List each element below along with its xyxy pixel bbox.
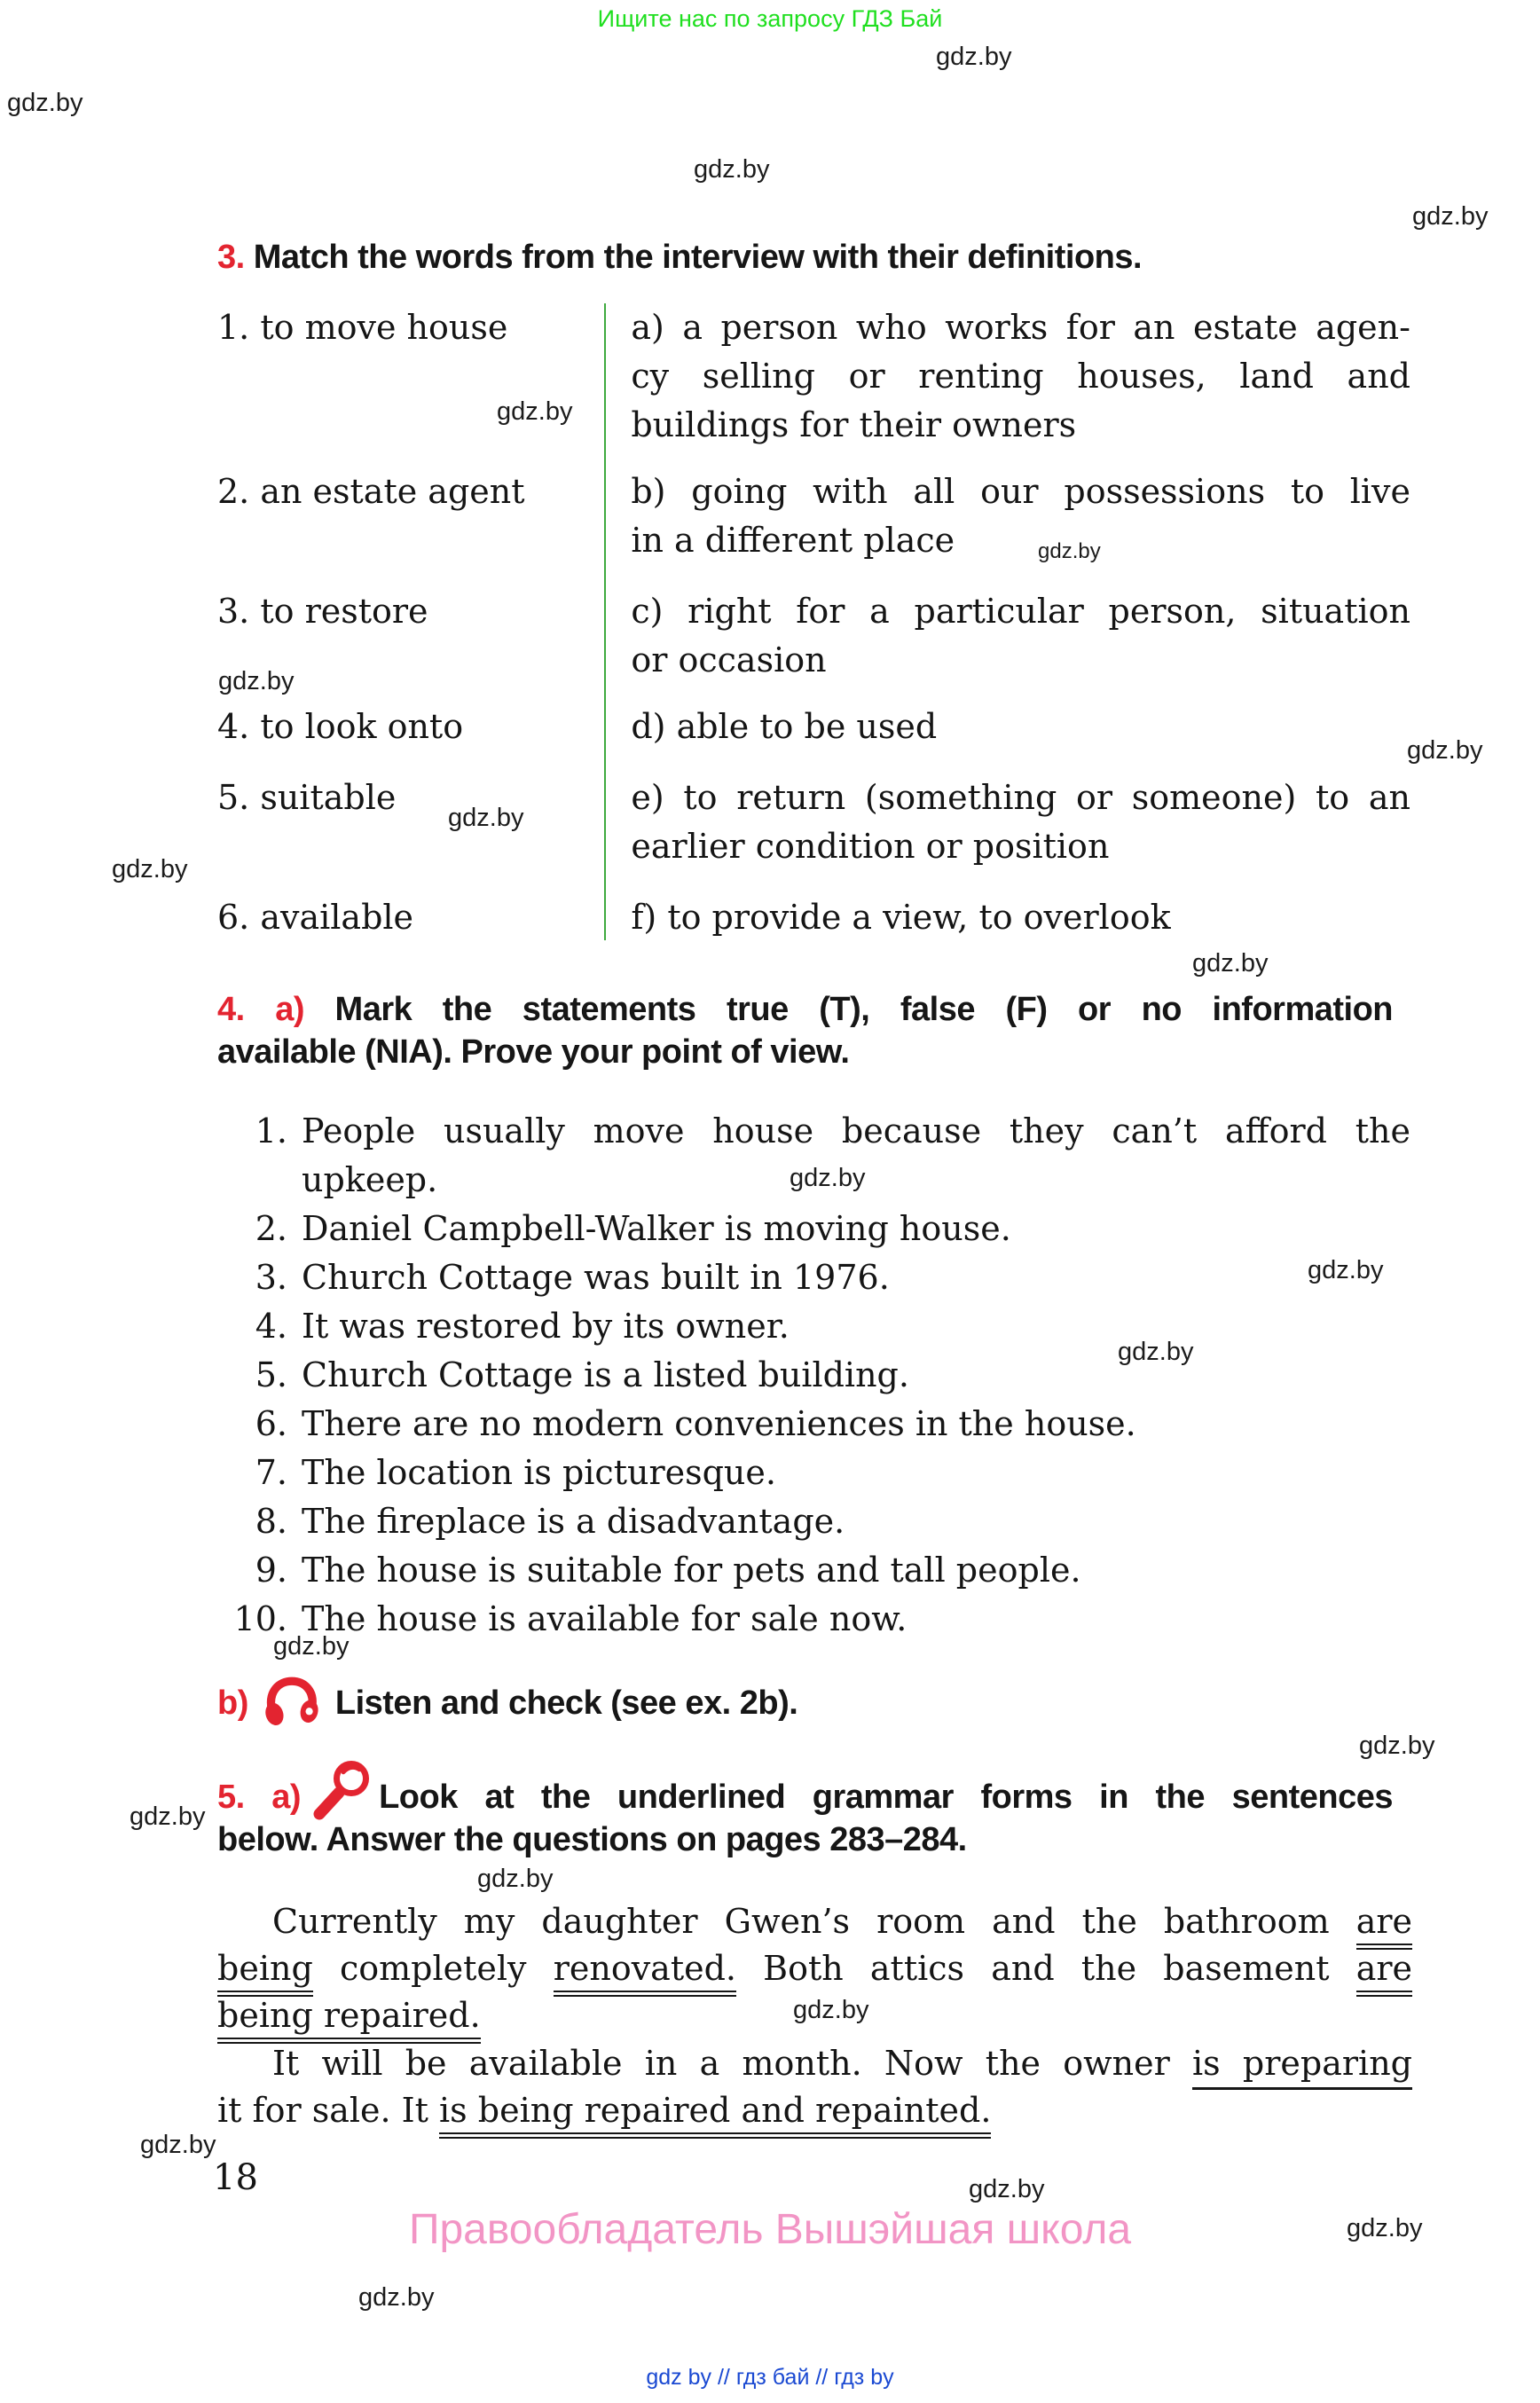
statement-text xyxy=(302,1595,1410,1644)
definition-line: earlier condition or position xyxy=(631,827,1110,866)
paragraph-line xyxy=(217,2087,1412,2134)
definition-line: cy selling or renting houses, land and xyxy=(631,357,1410,396)
gdz-watermark: gdz.by xyxy=(497,397,573,426)
statement-line: Daniel Campbell-Walker is moving house. xyxy=(302,1209,1011,1248)
match-table xyxy=(217,303,1410,942)
definition-line: e) to return (something or someone) to an xyxy=(631,778,1410,817)
gdz-watermark: gdz.by xyxy=(7,89,83,117)
match-definition xyxy=(631,893,1410,942)
gdz-watermark: gdz.by xyxy=(790,1164,866,1192)
gdz-watermark: gdz.by xyxy=(793,1996,869,2024)
text-segment: Currently my daughter Gwen’s room and the bathroom xyxy=(272,1902,1356,1941)
definition-line: d) able to be used xyxy=(631,707,938,746)
statement-number: 5. xyxy=(255,1355,287,1394)
match-term: 5. suitable xyxy=(217,778,397,817)
statement-number: 1. xyxy=(255,1111,287,1150)
statement-line: The fireplace is a disadvantage. xyxy=(302,1502,845,1541)
statement-row xyxy=(217,1253,1410,1302)
statement-text xyxy=(302,1449,1410,1497)
exercise5-heading xyxy=(217,1776,1393,1861)
gdz-watermark: gdz.by xyxy=(969,2175,1045,2203)
definition-line: buildings for their owners xyxy=(631,405,1077,444)
match-term: 4. to look onto xyxy=(217,707,464,746)
listen-label: b) xyxy=(217,1684,248,1722)
exercise3-heading xyxy=(217,236,1410,279)
gdz-watermark: gdz.by xyxy=(448,804,524,832)
gdz-watermark: gdz.by xyxy=(1359,1732,1435,1760)
statement-line: There are no modern conveniences in the house. xyxy=(302,1404,1136,1443)
underlined-grammar-form: is being repaired and repainted. xyxy=(439,2091,991,2139)
grammar-paragraph-1 xyxy=(217,1898,1412,2039)
match-row xyxy=(217,893,1410,942)
gdz-watermark: gdz.by xyxy=(477,1865,554,1893)
statement-number: 6. xyxy=(255,1404,287,1443)
match-row xyxy=(217,467,1410,565)
exercise4-title-line1: Mark the statements true (T), false (F) or no information xyxy=(334,991,1394,1028)
exercise5-number: 5. a) xyxy=(217,1779,302,1816)
text-segment: Both attics and the basement xyxy=(735,1949,1356,1988)
paragraph-line xyxy=(217,2040,1412,2087)
statement-line: It was restored by its owner. xyxy=(302,1307,790,1346)
statement-row xyxy=(217,1400,1410,1449)
statement-row xyxy=(217,1351,1410,1400)
underlined-grammar-form: are xyxy=(1356,1949,1412,1997)
gdz-watermark: gdz.by xyxy=(130,1802,206,1831)
statement-line: upkeep. xyxy=(302,1160,438,1199)
exercise5-heading-line2: below. Answer the questions on pages 283–284. xyxy=(217,1821,967,1858)
statement-row xyxy=(217,1302,1410,1351)
gdz-watermark: gdz.by xyxy=(936,43,1012,71)
gdz-watermark: gdz.by xyxy=(1308,1256,1384,1284)
match-definition xyxy=(631,774,1410,871)
match-term: 1. to move house xyxy=(217,308,508,347)
statement-text xyxy=(302,1351,1410,1400)
footer-links: gdz by // гдз бай // гдз by xyxy=(646,2365,894,2390)
statement-number: 3. xyxy=(255,1258,287,1297)
match-definition xyxy=(631,703,1410,751)
underlined-grammar-form: is preparing xyxy=(1192,2044,1412,2090)
statement-text xyxy=(302,1546,1410,1595)
gdz-watermark: gdz.by xyxy=(358,2283,435,2312)
gdz-watermark: gdz.by xyxy=(1038,539,1101,563)
statement-number: 2. xyxy=(255,1209,287,1248)
gdz-watermark: gdz.by xyxy=(112,855,188,883)
exercise4-heading-line2: available (NIA). Prove your point of view. xyxy=(217,1033,850,1071)
exercise5-heading-line1 xyxy=(217,1776,1393,1818)
match-term: 6. available xyxy=(217,898,414,937)
statement-line: The house is suitable for pets and tall people. xyxy=(302,1551,1081,1590)
statement-text xyxy=(302,1497,1410,1546)
gdz-watermark: gdz.by xyxy=(140,2131,216,2159)
exercise3-title: Match the words from the interview with their definitions. xyxy=(253,239,1143,276)
statement-text xyxy=(302,1253,1410,1302)
match-definition xyxy=(631,467,1410,565)
statement-line: The location is picturesque. xyxy=(302,1453,776,1492)
headphones-icon xyxy=(263,1677,321,1730)
grammar-paragraph-2 xyxy=(217,2040,1412,2134)
underlined-grammar-form: are xyxy=(1356,1902,1412,1950)
definition-line: a) a person who works for an estate agen- xyxy=(631,308,1410,347)
statement-row xyxy=(217,1449,1410,1497)
definition-line: or occasion xyxy=(631,640,827,679)
match-row xyxy=(217,703,1410,751)
paragraph-line xyxy=(217,1945,1412,1992)
gdz-watermark: gdz.by xyxy=(1407,736,1483,765)
statement-row xyxy=(217,1205,1410,1253)
match-term: 2. an estate agent xyxy=(217,472,525,511)
statement-number: 7. xyxy=(255,1453,287,1492)
column-divider xyxy=(604,303,606,940)
underlined-grammar-form: renovated. xyxy=(554,1949,736,1997)
definition-line: c) right for a particular person, situation xyxy=(631,592,1410,631)
statement-row xyxy=(217,1107,1410,1205)
statement-text xyxy=(302,1400,1410,1449)
gdz-watermark: gdz.by xyxy=(1118,1338,1194,1366)
match-term: 3. to restore xyxy=(217,592,428,631)
match-definition xyxy=(631,587,1410,685)
paragraph-line xyxy=(217,1992,1412,2039)
statement-text xyxy=(302,1205,1410,1253)
match-row xyxy=(217,774,1410,871)
gdz-watermark: gdz.by xyxy=(1192,949,1269,978)
statement-row xyxy=(217,1595,1410,1644)
page-number: 18 xyxy=(213,2157,258,2198)
text-segment: it for sale. It xyxy=(217,2091,440,2130)
listen-row xyxy=(217,1677,798,1730)
gdz-watermark: gdz.by xyxy=(694,155,770,184)
exercise4-heading xyxy=(217,988,1393,1073)
paragraph-line xyxy=(217,1898,1412,1945)
top-notice: Ищите нас по запросу ГДЗ Бай xyxy=(597,5,943,32)
statement-row xyxy=(217,1497,1410,1546)
listen-text: Listen and check (see ex. 2b). xyxy=(334,1684,798,1722)
statement-number: 9. xyxy=(255,1551,287,1590)
definition-line: in a different place xyxy=(631,521,955,560)
statement-text xyxy=(302,1302,1410,1351)
match-definition xyxy=(631,303,1410,450)
exercise4-heading-line1 xyxy=(217,988,1393,1031)
statement-line: Church Cottage is a listed building. xyxy=(302,1355,909,1394)
statement-number: 10. xyxy=(233,1599,287,1638)
statement-number: 8. xyxy=(255,1502,287,1541)
definition-line: f) to provide a view, to overlook xyxy=(631,898,1171,937)
gdz-watermark: gdz.by xyxy=(1347,2214,1423,2242)
statement-number: 4. xyxy=(255,1307,287,1346)
magnifier-icon xyxy=(309,1756,376,1827)
statement-row xyxy=(217,1546,1410,1595)
match-row xyxy=(217,303,1410,450)
text-segment: It will be available in a month. Now the owner xyxy=(272,2044,1193,2083)
statements-list xyxy=(217,1107,1410,1644)
match-row xyxy=(217,587,1410,685)
text-segment: completely xyxy=(312,1949,554,1988)
gdz-watermark: gdz.by xyxy=(1412,202,1489,231)
definition-line: b) going with all our possessions to live xyxy=(631,472,1410,511)
statement-line: The house is available for sale now. xyxy=(302,1599,908,1638)
statement-text xyxy=(302,1107,1410,1205)
statement-line: Church Cottage was built in 1976. xyxy=(302,1258,890,1297)
copyright-line: Правообладатель Вышэйшая школа xyxy=(408,2206,1132,2253)
gdz-watermark: gdz.by xyxy=(218,667,295,695)
exercise3-number: 3. xyxy=(217,239,245,276)
exercise5-title-line1: Look at the underlined grammar forms in the sentences xyxy=(379,1779,1393,1816)
statement-line: People usually move house because they can’t afford the xyxy=(302,1111,1410,1150)
gdz-watermark: gdz.by xyxy=(273,1632,350,1661)
exercise4-number: 4. a) xyxy=(217,991,305,1028)
underlined-grammar-form: being xyxy=(217,1949,313,1997)
underlined-grammar-form: being repaired. xyxy=(217,1996,481,2044)
match-rows xyxy=(217,303,1410,942)
